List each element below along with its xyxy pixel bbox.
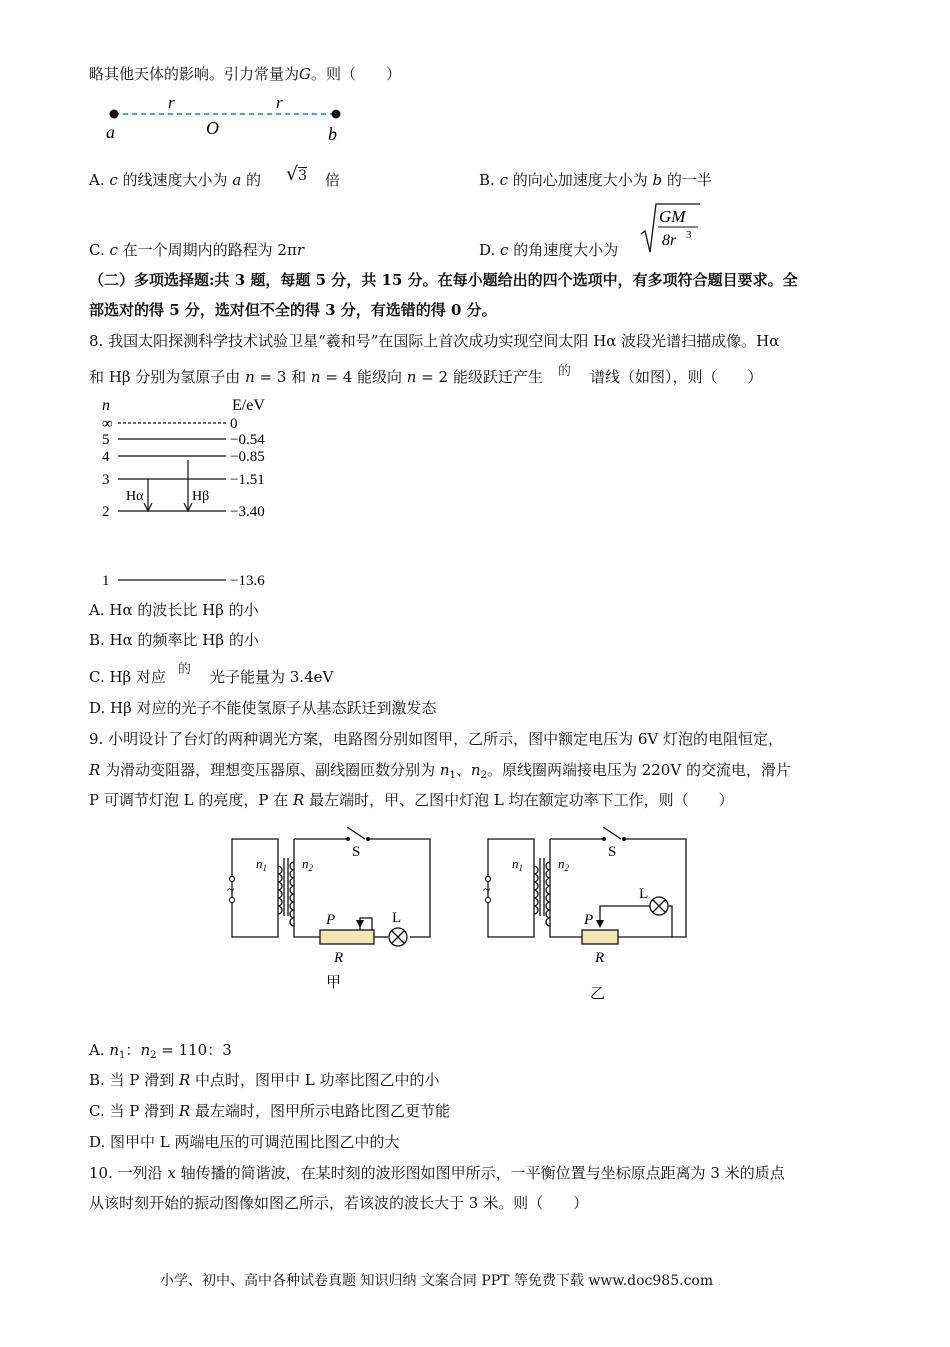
point-a [110, 110, 119, 119]
q9-line2-n1: n [439, 761, 450, 779]
q7-optA-prefix: A. [89, 171, 110, 189]
q8-option-a: A. Hα 的波长比 Hβ 的小 [89, 601, 259, 619]
q10-line1 [89, 1163, 785, 1183]
jia-lamp-label: L [392, 910, 402, 926]
q7-option-b [479, 170, 712, 190]
q7-fig-b: b [328, 124, 337, 144]
yi-switch-label: S [608, 844, 617, 860]
section2-line2: 部选对的得 5 分，选对但不全的得 3 分，有选错的得 0 分。 [89, 301, 497, 319]
energy-level-value: 0 [230, 416, 238, 432]
yi-slider-label: P [584, 912, 594, 928]
section2-line1: （二）多项选择题:共 3 题，每题 5 分，共 15 分。在每小题给出的四个选项中，有多项符合题目要求。全 [89, 271, 798, 289]
q9-line3 [89, 790, 734, 810]
q9-optB-R: R [178, 1071, 191, 1089]
q9-line3-R: R [293, 791, 305, 809]
q7-optD-den: 8r [662, 232, 677, 249]
q7-stem-G: G [299, 65, 311, 83]
q9-line1: 9. 小明设计了台灯的两种调光方案，电路图分别如图甲，乙所示，图中额定电压为 6V 灯泡的电阻恒定， [89, 730, 783, 748]
energy-level-value: −1.51 [230, 472, 265, 488]
q7-optB-prefix: B. [479, 171, 500, 189]
q7-optC-prefix: C. [89, 241, 110, 259]
q7-stem [89, 64, 401, 84]
q9-line3-b: 最左端时，甲、乙图中灯泡 L 均在额定功率下工作，则（ ） [304, 791, 734, 809]
q7-optD-exp: 3 [686, 229, 692, 241]
q7-optA-sqrt: √3 [286, 163, 308, 185]
q9-optA-c: = 110：3 [156, 1041, 232, 1059]
yi-n2-label: $n_2$ [558, 856, 569, 873]
q7-optA-de: 的 [241, 171, 262, 189]
q7-option-d [479, 240, 618, 260]
q7-optB-mid: 的向心加速度大小为 [507, 171, 653, 189]
q7-optC-c: c [109, 241, 118, 259]
yi-resistor-label: R [595, 950, 605, 966]
n-axis-label: n [102, 397, 110, 414]
q7-optA-end: 倍 [325, 171, 341, 189]
q7-fig-a: a [106, 122, 115, 142]
q7-optD-c: c [500, 241, 509, 259]
q10-line2: 从该时刻开始的振动图像如图乙所示，若该波的波长大于 3 米。则（ ） [89, 1194, 589, 1212]
energy-level-n: 3 [102, 472, 110, 488]
q8-option-c-a: C. Hβ 对应 [89, 668, 166, 686]
q9-line2-c: 。原线圈两端接电压为 220V 的交流电，滑片 [486, 761, 791, 779]
q9-optC-b: 最左端时，图甲所示电路比图乙更节能 [190, 1102, 450, 1120]
q9-option-c [89, 1101, 450, 1121]
q9-line2-n2s: 2 [480, 770, 487, 781]
q7-fig-r1: r [168, 93, 175, 112]
jia-resistor-label: R [334, 950, 344, 966]
q8-option-c-de: 的 [178, 662, 192, 677]
q9-optC-R: R [178, 1102, 191, 1120]
energy-level-n: ∞ [102, 416, 113, 432]
q8-line2-n4: n [310, 368, 321, 386]
point-b [332, 110, 341, 119]
q7-optB-c: c [499, 171, 508, 189]
q7-optA-mid: 的线速度大小为 [117, 171, 233, 189]
q9-optA-b: ： [125, 1041, 141, 1059]
q7-optC-mid: 在一个周期内的路程为 2π [117, 241, 297, 259]
q7-option-a [89, 170, 261, 190]
q7-figure [100, 92, 360, 148]
energy-level-value: −0.54 [230, 432, 265, 448]
q7-fig-r2: r [276, 93, 283, 112]
energy-level-n: 1 [102, 573, 110, 589]
page-footer: 小学、初中、高中各种试卷真题 知识归纳 文案合同 PPT 等免费下载 www.doc985.com [160, 1273, 714, 1289]
q9-line2-R: R [89, 761, 101, 779]
yi-lamp-label: L [639, 886, 649, 902]
q10-line1-b: 轴传播的简谐波，在某时刻的波形图如图甲所示，一平衡位置与坐标原点距离为 3 米的质点 [175, 1164, 785, 1182]
q8-line1: 8. 我国太阳探测科学技术试验卫星“羲和号”在国际上首次成功实现空间太阳 Hα 波段光谱扫描成像。Hα [89, 332, 780, 350]
q9-optA-n2: n [140, 1041, 151, 1059]
jia-switch-label: S [352, 844, 361, 860]
q8-line2-d: = 2 能级跃迁产生 [416, 368, 543, 386]
q7-optC-r: r [296, 241, 305, 259]
jia-slider-label: P [326, 912, 336, 928]
q9-option-a [89, 1040, 232, 1066]
q9-option-d: D. 图甲中 L 两端电压的可调范围比图乙中的大 [89, 1133, 400, 1151]
q9-line2-b: 、 [455, 761, 471, 779]
q8-option-c-b: 光子能量为 3.4eV [210, 668, 334, 686]
energy-level-value: −0.85 [230, 449, 265, 465]
energy-level-n: 5 [102, 432, 110, 448]
q8-line2-e: 谱线（如图），则（ ） [590, 368, 763, 386]
q8-line2 [89, 367, 543, 387]
q7-optD-prefix: D. [479, 241, 501, 259]
energy-axis-label: E/eV [232, 397, 265, 414]
q9-optA-n1s: 1 [119, 1050, 126, 1061]
q7-optB-end: 的一半 [662, 171, 712, 189]
q7-optD-num: GM [659, 207, 686, 226]
q8-line2-a: 和 Hβ 分别为氢原子由 [89, 368, 246, 386]
energy-level-value: −13.6 [230, 573, 265, 589]
circuit-yi [478, 822, 693, 1004]
halpha-label: Hα [126, 489, 144, 504]
q9-line2-n1s: 1 [449, 770, 456, 781]
q7-stem-end: 。则（ ） [311, 65, 402, 83]
q9-optB-b: 中点时，图甲中 L 功率比图乙中的小 [190, 1071, 440, 1089]
energy-level-value: −3.40 [230, 504, 265, 520]
energy-level-diagram [98, 392, 288, 592]
q9-optA-a: A. [89, 1041, 110, 1059]
jia-ac-symbol: ~ [227, 883, 235, 898]
energy-level-n: 2 [102, 504, 110, 520]
q8-line2-c: = 4 能级向 [320, 368, 407, 386]
hbeta-label: Hβ [192, 489, 210, 504]
q7-optA-sqrt-num: 3 [298, 168, 308, 184]
q8-option-b: B. Hα 的频率比 Hβ 的小 [89, 631, 259, 649]
q10-line1-a: 10. 一列沿 [89, 1164, 168, 1182]
q9-optB-a: B. 当 P 滑到 [89, 1071, 179, 1089]
jia-n2-label: $n_2$ [302, 856, 313, 873]
jia-caption: 甲 [326, 975, 342, 991]
q9-option-b [89, 1070, 440, 1090]
q9-line2-a: 为滑动变阻器，理想变压器原、副线圈匝数分别为 [100, 761, 440, 779]
q7-optA-c: c [109, 171, 118, 189]
q8-option-d: D. Hβ 对应的光子不能使氢原子从基态跃迁到激发态 [89, 699, 437, 717]
energy-level-n: 4 [102, 449, 110, 465]
q9-optA-n1: n [109, 1041, 120, 1059]
circuit-jia [222, 822, 437, 1000]
q10-line1-x: x [167, 1164, 176, 1182]
q9-optA-n2s: 2 [150, 1050, 157, 1061]
q8-line2-de: 的 [558, 364, 572, 379]
yi-n1-label: $n_1$ [512, 856, 523, 873]
q8-line2-n3: n [245, 368, 255, 386]
q8-line2-n2: n [406, 368, 417, 386]
q7-optA-a: a [232, 171, 242, 189]
q7-option-c [89, 240, 304, 260]
yi-caption: 乙 [590, 986, 606, 1002]
yi-ac-symbol: ~ [483, 883, 491, 898]
q9-line2-n2: n [470, 761, 481, 779]
q7-stem-tail: 略其他天体的影响。引力常量为 [89, 65, 300, 83]
q9-line3-a: P 可调节灯泡 L 的亮度，P 在 [89, 791, 293, 809]
q9-line2 [89, 760, 791, 786]
q7-optD-mid: 的角速度大小为 [508, 241, 619, 259]
q7-optB-b: b [652, 171, 663, 189]
q8-line2-b: = 3 和 [254, 368, 311, 386]
q7-optD-formula [638, 200, 702, 256]
q9-optC-a: C. 当 P 滑到 [89, 1102, 179, 1120]
jia-n1-label: $n_1$ [256, 856, 267, 873]
q7-fig-O: O [206, 118, 219, 138]
